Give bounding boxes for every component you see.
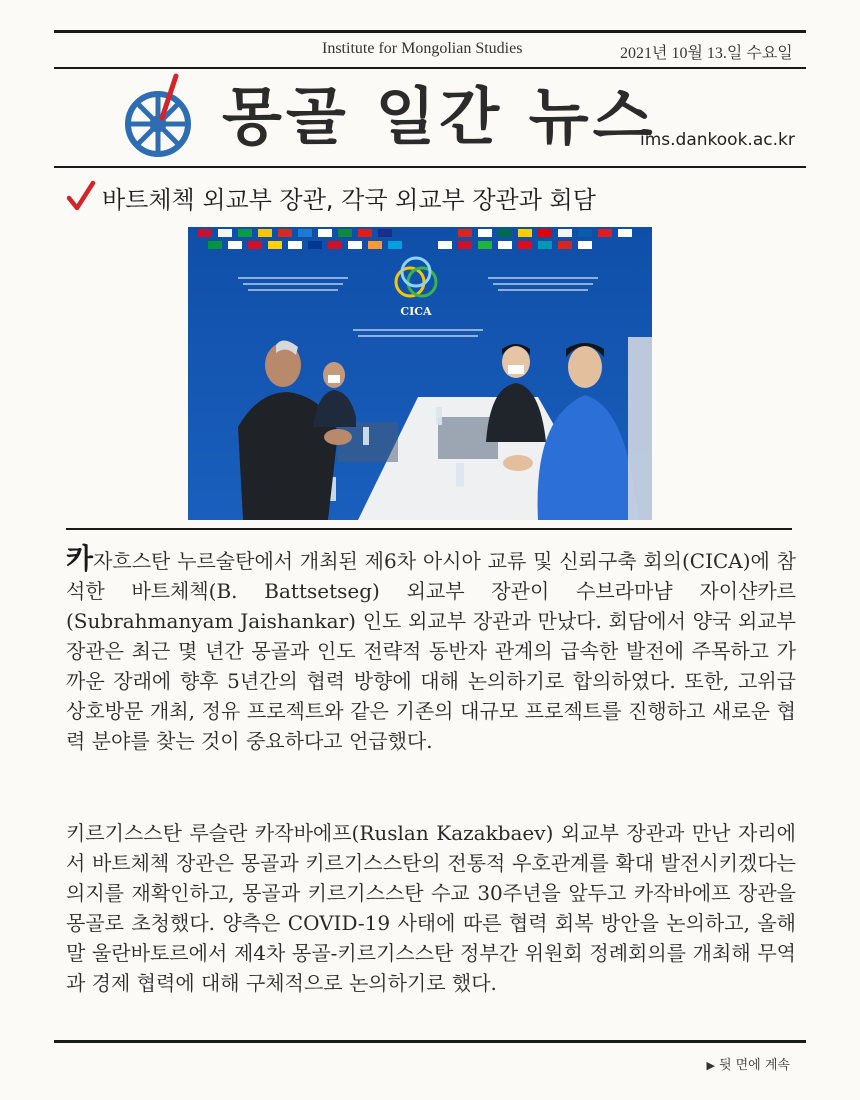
bottom-rule	[54, 1040, 806, 1043]
meeting-photo	[188, 227, 652, 520]
article-paragraph: 키르기스스탄 루슬란 카작바에프(Ruslan Kazakbaev) 외교부 장관과 만난 자리에서 바트체첵 장관은 몽골과 키르기스스탄의 전통적 우호관계를 확대 발전시키겠다는 의지를 재확인하고, 몽골과 키르기스스탄 수교 30주년을 앞두고 카작바에프 장관을 몽골로 초청했다. 양측은 COVID-19 사태에 따른 협력 회복 방안을 논의하고, 올해 말 울란바토르에서 제4차 몽골-키르기스스탄 정부간 위원회 정례회의를 개최해 무역과 경제 협력에 대해 구체적으로 논의하기로 했다.	[66, 821, 796, 995]
continued-label: 뒷 면에 계속	[718, 1058, 790, 1073]
institute-name: Institute for Mongolian Studies	[322, 40, 523, 57]
drop-cap: 카	[66, 542, 94, 575]
triangle-right-icon: ▶	[706, 1059, 715, 1072]
header-rule	[54, 67, 806, 69]
headline: 바트체첵 외교부 장관, 각국 외교부 장관과 회담	[102, 186, 596, 214]
continued-note[interactable]	[706, 1054, 790, 1073]
top-rule	[54, 30, 806, 33]
cica-banner-title: CICA	[400, 305, 432, 318]
wheel-logo-icon	[122, 72, 200, 162]
article-paragraph	[66, 542, 796, 756]
photo-rule	[66, 528, 792, 530]
masthead-title: 몽골 일간 뉴스	[222, 80, 657, 153]
website-url[interactable]: ims.dankook.ac.kr	[640, 130, 795, 150]
masthead-rule	[54, 166, 806, 168]
paragraph-1-text: 자흐스탄 누르술탄에서 개최된 제6차 아시아 교류 및 신뢰구축 회의(CICA)에 참석한 바트체첵(B. Battsetseg) 외교부 장관이 수브라마냠 자이샨카르(Subrahmanyam Jaishankar) 인도 외교부 장관과 만났다. 회담에서 양국 외교부 장관은 최근 몇 년간 몽골과 인도 전략적 동반자 관계의 급속한 발전에 주목하고 가까운 장래에 향후 5년간의 협력 방향에 대해 논의하기로 합의하였다. 또한, 고위급 상호방문 개최, 정유 프로젝트와 같은 기존의 대규모 프로젝트를 진행하고 새로운 협력 분야를 찾는 것이 중요하다고 언급했다.	[66, 549, 796, 753]
check-icon	[66, 180, 96, 212]
issue-date: 2021년 10월 13.일 수요일	[620, 45, 793, 62]
